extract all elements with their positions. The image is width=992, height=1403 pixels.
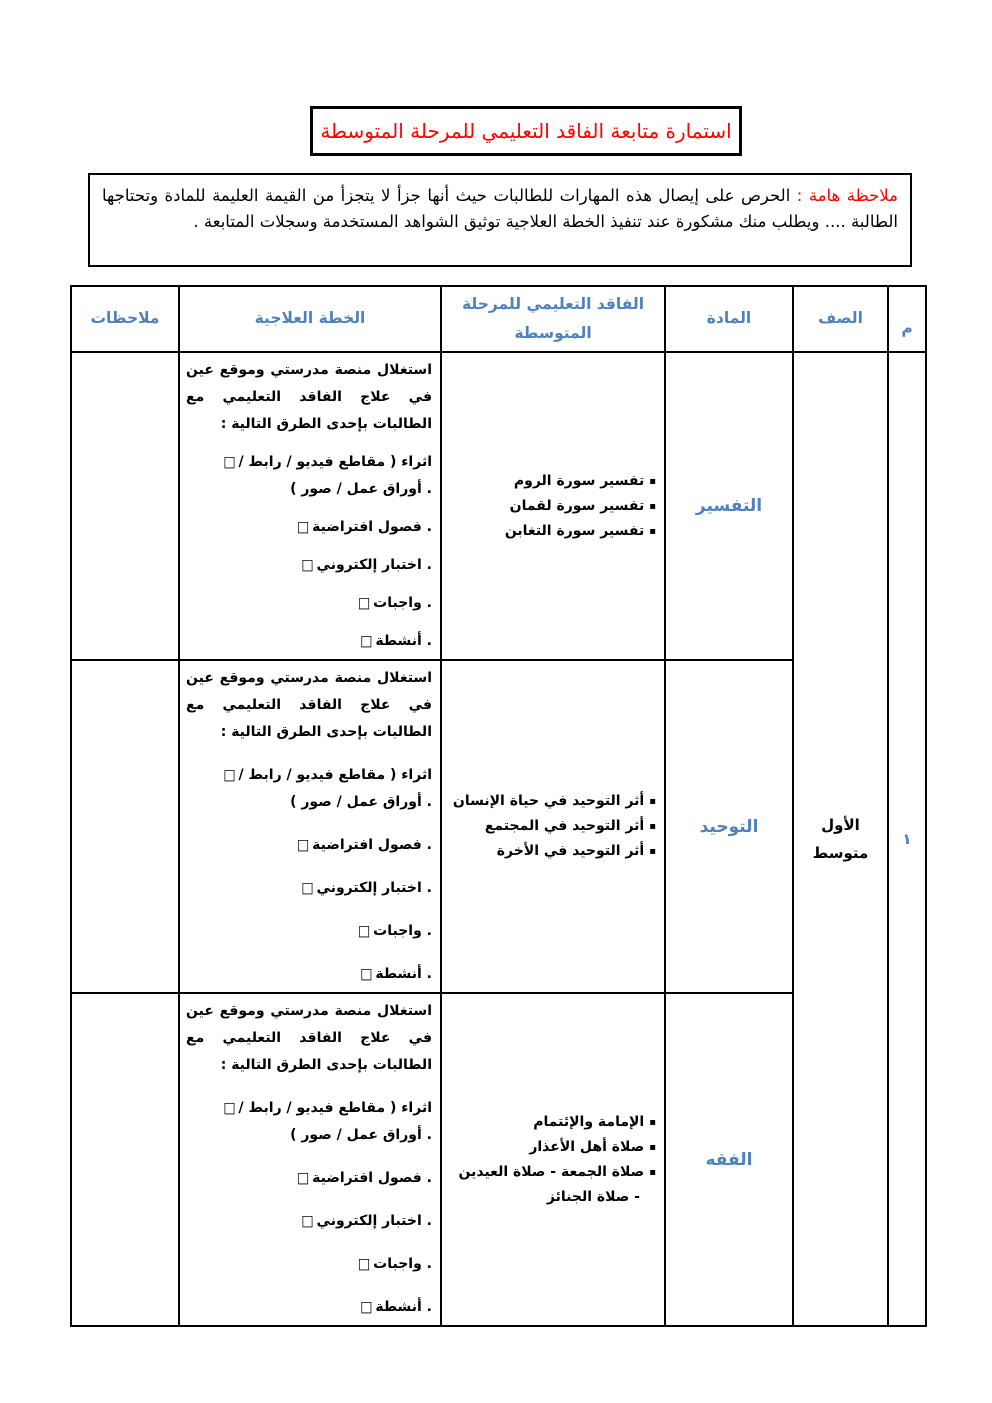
subject-cell: الفقه <box>665 993 793 1326</box>
loss-item-text: أثر التوحيد في الأخرة <box>496 843 645 859</box>
loss-item <box>450 519 656 544</box>
loss-item-text: تفسير سورة التغابن <box>504 522 645 539</box>
notes-cell <box>71 352 179 660</box>
checkbox-icon: □ <box>357 594 371 613</box>
plan-item <box>186 552 432 579</box>
checkbox-icon: □ <box>296 836 310 855</box>
table-row <box>71 352 926 660</box>
plan-item <box>186 1165 432 1192</box>
loss-item-text: تفسير سورة الروم <box>513 472 645 489</box>
plan-item-text: اختبار إلكتروني . <box>316 880 432 896</box>
plan-item-text: اثراء ( مقاطع فيديو / رابط / أوراق عمل / صور ) . <box>238 767 432 810</box>
plan-item-text: فصول افتراضية . <box>312 519 432 535</box>
checkbox-icon: □ <box>301 1212 314 1231</box>
header-num: م <box>888 286 926 352</box>
checkbox-icon: □ <box>360 632 373 651</box>
bullet-icon: ▪ <box>649 821 656 832</box>
plan-item <box>186 1208 432 1235</box>
plan-intro: استغلال منصة مدرستي وموقع عين في علاج الفاقد التعليمي مع الطالبات بإحدى الطرق التالية : <box>186 362 432 432</box>
header-grade: الصف <box>793 286 888 352</box>
plan-item <box>186 1294 432 1321</box>
checkbox-icon: □ <box>360 1298 373 1317</box>
loss-item <box>450 1160 656 1210</box>
grade-cell: الأول متوسط <box>793 352 888 1326</box>
note-text: الحرص على إيصال هذه المهارات للطالبات حيث أنها جزأ لا يتجزأ من القيمة العليمة للمادة وتحتاجها الطالبة .... ويطلب منك مشكورة عند تنفيذ الخطة العلاجية توثيق الشواهد المستخدمة وسجلات المتابعة . <box>102 186 898 231</box>
loss-item <box>450 789 656 814</box>
note-label: ملاحظة هامة : <box>796 186 898 205</box>
bullet-icon: ▪ <box>649 525 656 537</box>
header-row <box>71 286 926 352</box>
notes-cell <box>71 993 179 1326</box>
bullet-icon: ▪ <box>649 500 656 512</box>
bullet-icon: ▪ <box>649 1166 656 1178</box>
plan-item-text: فصول افتراضية . <box>312 837 432 853</box>
plan-item-text: فصول افتراضية . <box>312 1170 432 1186</box>
plan-item-text: اختبار إلكتروني . <box>316 557 432 573</box>
page-title-box <box>310 106 742 156</box>
subject-cell: التفسير <box>665 352 793 660</box>
plan-item-text: اثراء ( مقاطع فيديو / رابط / أوراق عمل / صور ) . <box>238 454 432 497</box>
checkbox-icon: □ <box>360 965 373 984</box>
subject-cell: التوحيد <box>665 660 793 993</box>
bullet-icon: ▪ <box>649 1141 656 1153</box>
page-title: استمارة متابعة الفاقد التعليمي للمرحلة المتوسطة <box>320 119 732 143</box>
loss-tracking-table <box>70 285 927 1327</box>
bullet-icon: ▪ <box>649 475 656 487</box>
loss-item-text: صلاة الجمعة - صلاة العيدين - صلاة الجنائز <box>458 1163 645 1205</box>
plan-item <box>186 832 432 859</box>
loss-item-text: الإمامة والإئتمام <box>533 1113 645 1130</box>
plan-item-text: واجبات . <box>373 595 432 611</box>
header-notes: ملاحظات <box>71 286 179 352</box>
plan-item <box>186 449 432 503</box>
plan-item <box>186 1251 432 1278</box>
plan-item-text: واجبات . <box>373 1256 432 1272</box>
loss-item <box>450 469 656 494</box>
checkbox-icon: □ <box>223 453 236 472</box>
plan-item <box>186 1095 432 1149</box>
plan-cell <box>179 660 441 993</box>
plan-item-text: أنشطة . <box>375 966 432 982</box>
plan-intro: استغلال منصة مدرستي وموقع عين في علاج الفاقد التعليمي مع الطالبات بإحدى الطرق التالية : <box>186 670 432 740</box>
num-cell: ١ <box>888 352 926 1326</box>
notes-cell <box>71 660 179 993</box>
bullet-icon: ▪ <box>649 846 656 857</box>
loss-item <box>450 839 656 864</box>
checkbox-icon: □ <box>301 556 314 575</box>
plan-item <box>186 628 432 655</box>
checkbox-icon: □ <box>296 1169 310 1188</box>
loss-list <box>441 660 665 993</box>
header-plan: الخطة العلاجية <box>179 286 441 352</box>
plan-item-text: اثراء ( مقاطع فيديو / رابط / أوراق عمل / صور ) . <box>238 1100 432 1143</box>
important-note <box>88 173 912 267</box>
plan-item <box>186 961 432 988</box>
checkbox-icon: □ <box>301 879 314 898</box>
checkbox-icon: □ <box>223 1099 236 1118</box>
loss-item <box>450 494 656 519</box>
plan-item <box>186 514 432 541</box>
plan-item <box>186 875 432 902</box>
loss-item-text: أثر التوحيد في حياة الإنسان <box>452 793 645 809</box>
loss-list <box>441 993 665 1326</box>
plan-cell <box>179 993 441 1326</box>
loss-item <box>450 814 656 839</box>
checkbox-icon: □ <box>357 922 371 941</box>
plan-item-text: واجبات . <box>373 923 432 939</box>
checkbox-icon: □ <box>296 518 310 537</box>
checkbox-icon: □ <box>357 1255 371 1274</box>
header-loss: الفاقد التعليمي للمرحلة المتوسطة <box>441 286 665 352</box>
plan-item-text: أنشطة . <box>375 633 432 649</box>
bullet-icon: ▪ <box>649 796 656 807</box>
loss-item-text: أثر التوحيد في المجتمع <box>484 818 645 834</box>
plan-item <box>186 762 432 816</box>
loss-item <box>450 1135 656 1160</box>
plan-item <box>186 918 432 945</box>
header-subject: المادة <box>665 286 793 352</box>
checkbox-icon: □ <box>223 766 236 785</box>
plan-item-text: اختبار إلكتروني . <box>316 1213 432 1229</box>
loss-item <box>450 1110 656 1135</box>
loss-item-text: صلاة أهل الأعذار <box>529 1138 645 1155</box>
plan-intro: استغلال منصة مدرستي وموقع عين في علاج الفاقد التعليمي مع الطالبات بإحدى الطرق التالية : <box>186 1003 432 1073</box>
loss-item-text: تفسير سورة لقمان <box>509 497 645 514</box>
loss-list <box>441 352 665 660</box>
plan-cell <box>179 352 441 660</box>
plan-item <box>186 590 432 617</box>
bullet-icon: ▪ <box>649 1116 656 1128</box>
plan-item-text: أنشطة . <box>375 1299 432 1315</box>
